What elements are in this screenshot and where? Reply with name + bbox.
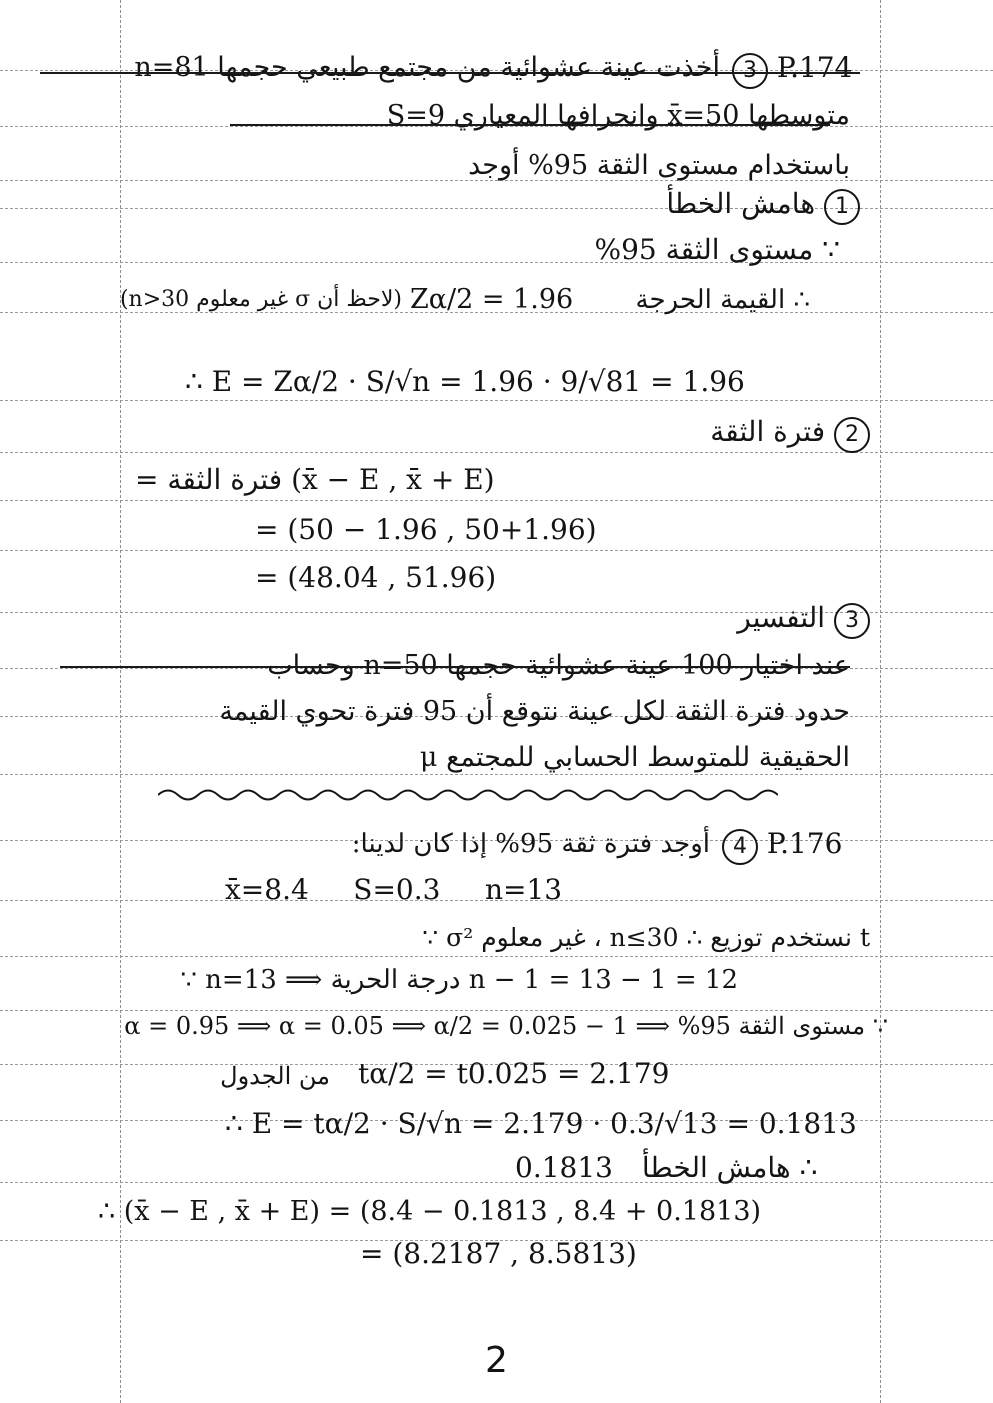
part1-number-circle: 1	[824, 189, 860, 225]
ex3-line-1: أخذت عينة عشوائية من مجتمع طبيعي حجمها n=81	[134, 52, 720, 83]
strikethrough-line	[230, 124, 830, 126]
part3-number-circle: 3	[834, 603, 870, 639]
part1-error-formula: ∴ E = Zα/2 · S/√n = 1.96 · 9/√81 = 1.96	[185, 365, 745, 398]
ex3-line-3: باستخدام مستوى الثقة 95% أوجد	[468, 150, 850, 181]
ruled-line	[0, 956, 993, 957]
ex4-header: أوجد فترة ثقة 95% إذا كان لدينا:	[351, 829, 710, 859]
ex4-degrees-of-freedom: ∵ n=13 ⟹ درجة الحرية n − 1 = 13 − 1 = 12	[180, 965, 738, 995]
wavy-separator	[158, 786, 778, 804]
part3-title: التفسير	[737, 601, 826, 634]
ex3-heading	[732, 50, 852, 89]
ruled-line	[0, 1182, 993, 1183]
ex4-given-values: x̄=8.4 S=0.3 n=13	[225, 873, 563, 906]
ex4-number-circle: 4	[722, 829, 758, 865]
ex4-margin-label: ∴ هامش الخطأ	[641, 1151, 818, 1184]
ex4-t-value: tα/2 = t0.025 = 2.179	[358, 1057, 670, 1090]
strikethrough-line	[40, 72, 860, 74]
part2-label: فترة الثقة =	[135, 463, 283, 496]
ex3-page-ref: P.174	[776, 51, 853, 84]
ex4-table-label: من الجدول	[220, 1062, 330, 1090]
part3-line-1: عند اختيار 100 عينة عشوائية حجمها n=50 وحساب	[267, 650, 850, 681]
ex3-part1-heading	[560, 186, 860, 225]
ex4-margin-value: 0.1813	[515, 1151, 613, 1184]
part1-z-note: (لاحظ أن σ غير معلوم n>30)	[119, 287, 402, 312]
part2-line-3: = (48.04 , 51.96)	[255, 561, 497, 594]
ex4-result-line: = (8.2187 , 8.5813)	[360, 1237, 637, 1270]
part2-interval-row	[135, 462, 495, 498]
ex3-number-circle: 3	[732, 53, 768, 89]
ex4-distribution-line: ∵ σ² غير معلوم ، n≤30 ∴ نستخدم توزيع t	[422, 923, 870, 952]
part3-line-3: الحقيقية للمتوسط الحسابي للمجتمع μ	[419, 742, 850, 773]
ex4-confidence-line: ∵ مستوى الثقة 95% ⟹ 1 − α = 0.95 ⟹ α = 0.05 ⟹ α/2 = 0.025	[124, 1012, 888, 1040]
part1-critical-label: ∴ القيمة الحرجة	[635, 285, 810, 315]
part1-confidence: ∵ مستوى الثقة 95%	[594, 233, 840, 266]
part1-z-value: Zα/2 = 1.96	[410, 284, 574, 315]
ruled-line	[0, 500, 993, 501]
page-number: 2	[485, 1340, 508, 1381]
part1-title: هامش الخطأ	[666, 187, 816, 220]
ex3-part3-heading	[600, 600, 870, 639]
part3-line-2: حدود فترة الثقة لكل عينة نتوقع أن 95 فترة تحوي القيمة	[219, 696, 850, 727]
ruled-line	[0, 400, 993, 401]
ex4-page-ref: P.176	[766, 827, 843, 860]
ex4-interval-line: ∴ (x̄ − E , x̄ + E) = (8.4 − 0.1813 , 8.4 + 0.1813)	[98, 1196, 762, 1227]
ex3-part2-heading	[600, 414, 870, 453]
ex4-margin-row	[515, 1150, 817, 1186]
ex4-heading	[722, 826, 842, 865]
strikethrough-line	[60, 666, 850, 668]
ex4-error-line: ∴ E = tα/2 · S/√n = 2.179 · 0.3/√13 = 0.1813	[225, 1107, 857, 1140]
part2-number-circle: 2	[834, 417, 870, 453]
ex3-line-2: متوسطها x̄=50 وانحرافها المعياري S=9	[386, 100, 850, 131]
part2-line-2: = (50 − 1.96 , 50+1.96)	[255, 513, 597, 546]
part2-interval-formula: (x̄ − E , x̄ + E)	[291, 463, 495, 496]
ruled-line	[0, 550, 993, 551]
margin-line-right	[880, 0, 881, 1403]
part2-title: فترة الثقة	[710, 415, 826, 448]
